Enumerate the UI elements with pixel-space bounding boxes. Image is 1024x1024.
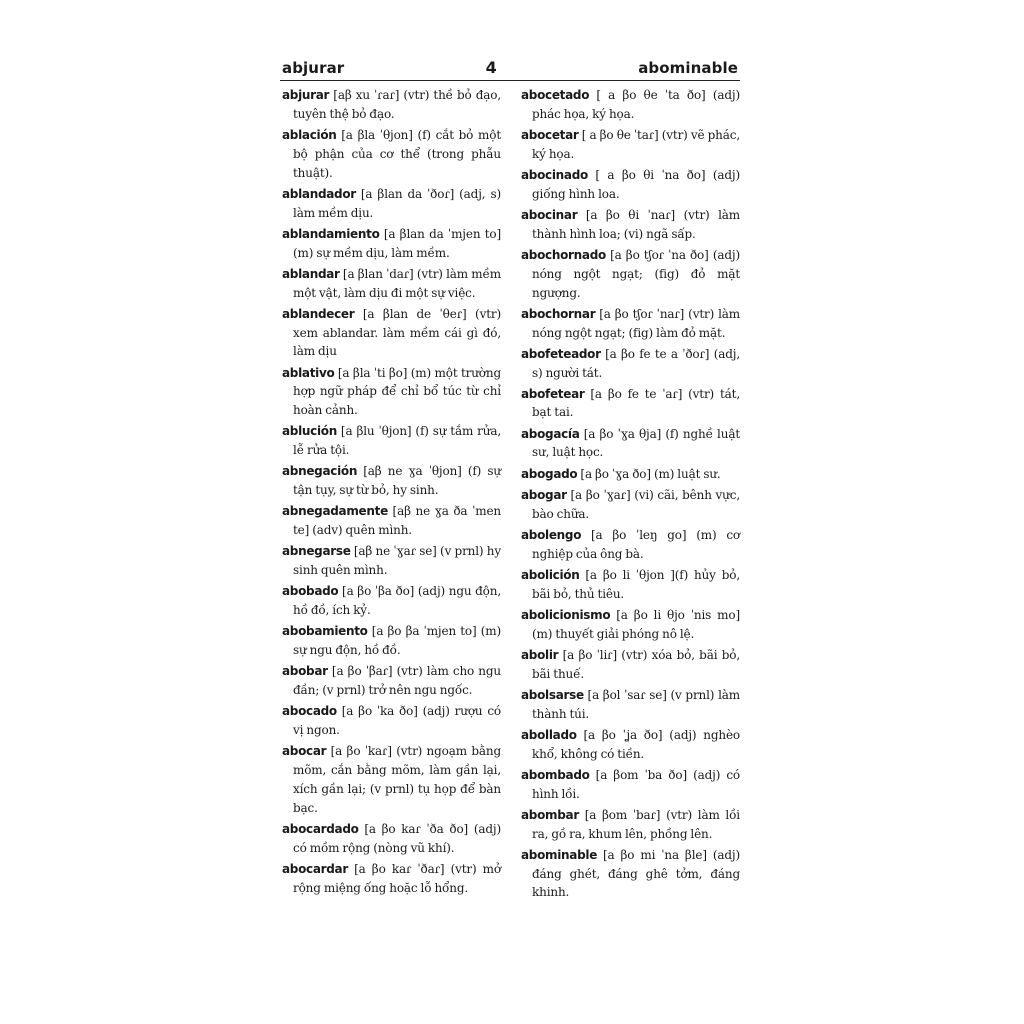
header-left-guide-word: abjurar [282,59,345,77]
entry-definition: [a βlan da ˈðoɾ] (adj, s) làm mềm dịu. [293,186,501,220]
entry-definition: [aβ ne ˈɣaɾ se] (v prnl) hy sinh quên mình. [293,544,501,578]
dictionary-entry [280,542,501,580]
entry-definition: [a βo li θjo ˈnis mo] (m) thuyết giải phóng nô lệ. [532,607,740,641]
entry-definition: [aβ xu ˈɾaɾ] (vtr) thề bỏ đạo, tuyên thệ bỏ đạo. [293,88,501,121]
dictionary-entry [519,686,740,724]
dictionary-entry [280,185,501,223]
dictionary-entry [280,462,501,500]
entry-definition: [a βo ˈβaɾ] (vtr) làm cho ngu đần; (v prnl) trở nên ngu ngốc. [293,664,501,697]
entry-definition: [a βo li ˈθjon ](f) hủy bỏ, bãi bỏ, thủ tiêu. [532,567,740,601]
entry-headword: abolición [521,567,580,582]
entry-headword: ablación [282,127,337,142]
entry-definition: [aβ ne ɣa ða ˈmen te] (adv) quên mình. [293,504,501,538]
dictionary-entry [519,385,740,423]
entry-headword: abofetear [521,386,585,401]
entry-definition: [a βlan da ˈmjen to] (m) sự mềm dịu, làm mềm. [293,226,501,260]
page-number: 4 [485,58,497,77]
entry-headword: abocetar [521,127,579,142]
entry-definition: [a βo ˈleŋ go] (m) cơ nghiệp của ông bà. [532,527,740,561]
entry-definition: [a βo ˈɣaɾ] (vi) cãi, bênh vực, bào chữa. [532,487,740,521]
dictionary-entry [519,166,740,204]
entry-definition: [a βla ˈti βo] (m) một trường hợp ngữ pháp để chỉ bổ túc từ chỉ hoàn cảnh. [293,365,501,418]
dictionary-entry [280,502,501,540]
entry-headword: ablandamiento [282,226,380,241]
dictionary-entry [519,766,740,804]
entry-definition: [a βo fe te ˈaɾ] (vtr) tát, bạt tai. [532,386,740,420]
page-header [280,58,740,81]
entry-headword: abolengo [521,527,582,542]
entry-definition: [ a βo θe ˈtaɾ] (vtr) vẽ phác, ký họa. [532,127,740,161]
dictionary-entry [280,305,501,361]
dictionary-entry [519,126,740,164]
entry-columns [280,86,740,904]
entry-definition: [a βo mi ˈna βle] (adj) đáng ghét, đáng ghê tởm, đáng khinh. [532,847,740,900]
entry-headword: abolir [521,647,559,662]
entry-definition: [ a βo θe ˈta ðo] (adj) phác họa, ký họa. [532,88,740,121]
dictionary-page [280,58,740,904]
entry-headword: abombar [521,807,579,822]
right-column [519,86,740,904]
dictionary-entry [280,622,501,660]
entry-headword: abjurar [282,88,330,102]
dictionary-entry [519,345,740,383]
entry-headword: abobar [282,664,328,679]
entry-headword: abocinar [521,207,578,222]
dictionary-entry [519,806,740,844]
entry-headword: abollado [521,727,577,742]
entry-headword: abobamiento [282,624,368,639]
entry-definition: [a βom ˈbaɾ] (vtr) làm lồi ra, gồ ra, khum lên, phồng lên. [532,807,740,841]
dictionary-entry [519,425,740,463]
dictionary-entry [519,86,740,124]
entry-definition: [a βo ˈʝa ðo] (adj) nghèo khổ, không có tiền. [532,727,740,761]
entry-definition: [a βo ˈɣa ðo] (m) luật sư. [577,466,721,481]
entry-definition: [a βo fe te a ˈðoɾ] (adj, s) người tát. [532,346,740,380]
entry-definition: [a βo kaɾ ˈðaɾ] (vtr) mở rộng miệng ống hoặc lỗ hổng. [293,861,501,895]
entry-headword: abombado [521,767,590,782]
left-column [280,86,501,904]
entry-headword: abocardar [282,861,348,876]
entry-headword: abnegadamente [282,504,388,519]
dictionary-entry [280,364,501,420]
dictionary-entry [280,582,501,620]
dictionary-entry [280,225,501,263]
dictionary-entry [519,846,740,902]
entry-headword: ablución [282,424,337,439]
dictionary-entry [519,646,740,684]
entry-definition: [a βo ˈliɾ] (vtr) xóa bỏ, bãi bỏ, bãi thuế. [532,647,740,681]
dictionary-entry [280,662,501,700]
entry-headword: abocado [282,704,337,719]
entry-headword: ablandar [282,266,340,281]
entry-headword: ablandador [282,186,356,201]
dictionary-entry [519,246,740,302]
entry-definition: [a βo ˈka ðo] (adj) rượu có vị ngon. [293,704,501,737]
entry-headword: abolsarse [521,687,584,702]
entry-headword: abnegación [282,464,358,479]
entry-headword: abocetado [521,88,590,102]
entry-definition: [aβ ne ɣa ˈθjon] (f) sự tận tụy, sự từ bỏ, hy sinh. [293,464,501,498]
dictionary-entry [519,486,740,524]
entry-headword: abocardado [282,821,359,836]
entry-definition: [a βlan ˈdaɾ] (vtr) làm mềm một vật, làm dịu đi một sự việc. [293,266,501,300]
dictionary-entry [280,86,501,124]
dictionary-entry [519,726,740,764]
dictionary-entry [519,465,740,484]
entry-headword: abocinado [521,167,588,182]
entry-definition: [a βla ˈθjon] (f) cắt bỏ một bộ phận của cơ thể (trong phẫu thuật). [293,127,501,180]
entry-definition: [a βom ˈba ðo] (adj) có hình lồi. [532,767,740,801]
entry-definition: [a βo tʃoɾ ˈna ðo] (adj) nóng ngột ngạt; (fig) đỏ mặt ngượng. [532,247,740,300]
entry-definition: [a βo kaɾ ˈða ðo] (adj) có mồm rộng (nòng vũ khí). [293,821,501,855]
dictionary-entry [280,422,501,460]
header-right-guide-word: abominable [638,59,738,77]
entry-headword: abocar [282,744,327,759]
dictionary-entry [519,566,740,604]
entry-definition: [a βlu ˈθjon] (f) sự tắm rửa, lễ rửa tội. [293,424,501,458]
entry-definition: [ a βo θi ˈna ðo] (adj) giống hình loa. [532,167,740,201]
dictionary-entry [280,860,501,898]
dictionary-entry [280,820,501,858]
entry-definition: [a βo θi ˈnaɾ] (vtr) làm thành hình loa; (vi) ngã sấp. [532,207,740,241]
dictionary-entry [280,742,501,817]
dictionary-entry [519,526,740,564]
entry-headword: abolicionismo [521,607,611,622]
entry-headword: abominable [521,847,598,862]
entry-headword: abnegarse [282,544,351,559]
entry-definition: [a βo ˈɣa θja] (f) nghề luật sư, luật học. [532,426,740,460]
dictionary-entry [519,606,740,644]
entry-headword: ablandecer [282,306,355,321]
entry-definition: [a βo ˈβa ðo] (adj) ngu độn, hồ đồ, ích kỷ. [293,584,501,618]
entry-definition: [a βlan de ˈθeɾ] (vtr) xem ablandar. làm mềm cái gì đó, làm dịu [293,306,501,359]
entry-headword: abofeteador [521,346,601,361]
dictionary-entry [280,265,501,303]
entry-headword: ablativo [282,365,335,380]
dictionary-entry [280,702,501,740]
entry-headword: abochornado [521,247,606,262]
entry-definition: [a βo βa ˈmjen to] (m) sự ngu độn, hồ đồ. [293,624,501,657]
entry-headword: abogado [521,466,578,481]
dictionary-entry [519,305,740,343]
entry-definition: [a βo tʃoɾ ˈnaɾ] (vtr) làm nóng ngột ngạt; (fig) làm đỏ mặt. [532,306,740,340]
entry-headword: abogar [521,487,567,502]
dictionary-entry [280,126,501,182]
entry-definition: [a βo ˈkaɾ] (vtr) ngoạm bằng mõm, cắn bằng mõm, làm gần lại, xích gần lại; (v prnl) tụ họp để bàn bạc. [293,744,501,815]
dictionary-entry [519,206,740,244]
entry-definition: [a βol ˈsaɾ se] (v prnl) làm thành túi. [532,687,740,721]
entry-headword: abogacía [521,426,580,441]
entry-headword: abochornar [521,306,596,321]
entry-headword: abobado [282,584,339,599]
